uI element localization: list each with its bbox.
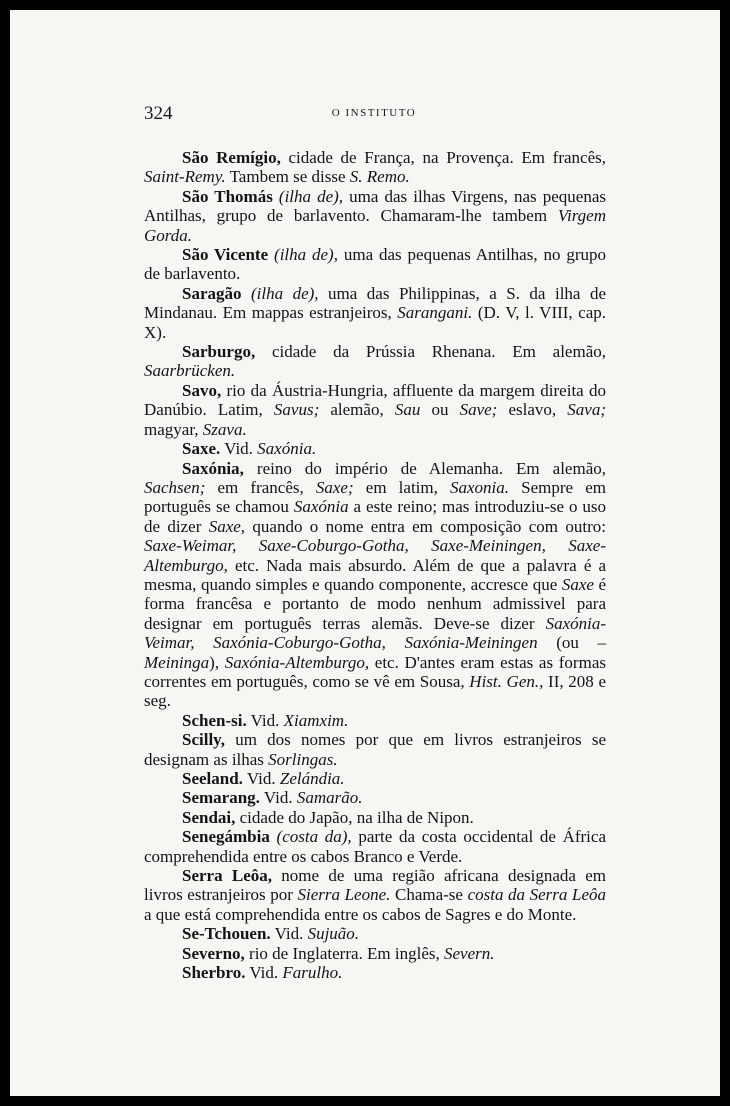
entry-text: (ou –	[537, 633, 606, 653]
entry-text: a este reino; mas introduziu-se o uso de dizer	[144, 497, 607, 536]
italic-text: Saxe	[561, 574, 594, 594]
page-header	[144, 103, 604, 129]
entry-text: Vid.	[259, 788, 297, 808]
entry-text: eslavo,	[497, 400, 568, 420]
italic-text: Sorlingas.	[268, 749, 338, 769]
entry-text: Sempre em português se chamou	[144, 477, 606, 517]
italic-text: Saxónia-Veimar, Saxónia-Coburgo-Gotha, Saxónia-Meiningen	[144, 613, 606, 653]
italic-text: Sarangani.	[397, 303, 473, 323]
entry-headword: Senegámbia	[182, 827, 270, 847]
entry-headword: Sendai,	[182, 807, 236, 827]
italic-text: Meininga	[144, 652, 210, 672]
entry-severno	[144, 944, 606, 963]
italic-text: Saxónia-Altemburgo,	[224, 652, 370, 672]
italic-text: S. Remo.	[349, 167, 410, 187]
entry-sao-thomas	[144, 187, 606, 245]
italic-text: Severn.	[444, 943, 495, 963]
entry-text: uma das ilhas Virgens, nas pequenas Antilhas, grupo de barlavento. Chamaram-lhe tambem	[144, 186, 606, 226]
entry-text: Tambem se disse	[225, 167, 350, 187]
entry-se-tchouen	[144, 924, 606, 943]
entry-text: magyar,	[144, 419, 203, 439]
entry-sendai	[144, 808, 606, 827]
italic-text: Szava.	[202, 419, 247, 439]
entry-headword: Schen-si.	[182, 710, 247, 730]
entry-schen-si	[144, 711, 606, 730]
entry-text: em latim,	[353, 477, 450, 497]
entry-headword: São Vicente	[182, 245, 269, 265]
entry-semarang	[144, 788, 606, 807]
entry-text: em francês,	[205, 477, 316, 497]
page-number: 324	[144, 103, 173, 124]
entry-headword: Saxónia,	[182, 458, 244, 478]
entry-saxonia	[144, 459, 606, 711]
entry-text: uma das Philippinas, a S. da ilha de Mindanau. Em mappas estranjeiros,	[144, 283, 606, 323]
entry-text: parte da costa occidental de África comprehendida entre os cabos Branco e Verde.	[144, 827, 606, 866]
entry-seeland	[144, 769, 606, 788]
entry-sarburgo	[144, 342, 606, 381]
italic-text: Saint-Remy.	[144, 167, 226, 187]
entry-headword: Saxe.	[182, 439, 221, 459]
entry-text: Vid.	[220, 439, 258, 459]
italic-text: Savus;	[273, 400, 320, 420]
entry-text: etc. Nada mais absurdo. Além de que a palavra é a mesma, quando simples e quando componente, accresce que	[144, 555, 606, 594]
entry-text: cidade de França, na Provença. Em francês,	[280, 148, 606, 167]
book-page	[10, 10, 720, 1096]
running-title: O INSTITUTO	[331, 107, 417, 119]
italic-text: Saxe-Weimar, Saxe-Coburgo-Gotha, Saxe-Meiningen, Saxe-Altemburgo,	[144, 536, 606, 575]
italic-text: costa da Serra Leôa	[467, 885, 606, 905]
entry-sherbro	[144, 963, 606, 982]
entry-headword: Savo,	[182, 380, 222, 400]
italic-text: (costa da),	[276, 827, 352, 847]
entry-text: alemão,	[319, 400, 395, 420]
italic-text: Saxónia	[293, 497, 349, 517]
entry-headword: Severno,	[182, 943, 245, 963]
entry-text: ),	[209, 652, 225, 672]
entry-headword: São Thomás	[182, 186, 273, 206]
entry-text	[242, 284, 252, 303]
entry-text: Chama-se	[390, 885, 468, 905]
entry-headword: Semarang.	[182, 788, 260, 808]
entry-text: II, 208 e seg.	[144, 671, 606, 711]
entry-saragao	[144, 284, 606, 342]
italic-text: Virgem Gorda.	[144, 206, 606, 245]
entry-text: ou	[420, 400, 460, 420]
entry-headword: Se-Tchouen.	[182, 924, 271, 944]
entry-sao-vicente	[144, 245, 606, 284]
entry-text	[270, 827, 277, 846]
italic-text: (ilha de),	[274, 245, 338, 265]
entry-sao-remigio	[144, 148, 606, 187]
entry-text: uma das pequenas Antilhas, no grupo de barlavento.	[144, 245, 606, 284]
entry-text: rio de Inglaterra. Em inglês,	[244, 943, 445, 963]
italic-text: Sujuão.	[307, 924, 360, 944]
entry-headword: Sarburgo,	[182, 342, 256, 362]
entry-text: Vid.	[246, 710, 284, 730]
italic-text: Sierra Leone.	[297, 885, 391, 905]
italic-text: Saxonia.	[450, 477, 510, 497]
entry-headword: São Remígio,	[182, 148, 281, 167]
entry-saxe	[144, 439, 606, 458]
entry-text: cidade da Prússia Rhenana. Em alemão,	[255, 342, 606, 362]
entry-text: quando o nome entra em composição com outro:	[245, 516, 606, 536]
entry-headword: Serra Leôa,	[182, 866, 273, 886]
italic-text: Sava;	[567, 400, 606, 420]
entry-savo	[144, 381, 606, 439]
entry-text: (D. V, l. VIII, cap. X).	[144, 303, 607, 342]
entry-text: rio da Áustria-Hungria, affluente da margem direita do Danúbio. Latim,	[144, 380, 606, 420]
entry-headword: Saragão	[182, 283, 242, 303]
italic-text: Samarão.	[296, 788, 363, 808]
entry-text: é forma francêsa e portanto de modo nenhum admissivel para designar em português terras alemãs. Deve-se dizer	[144, 574, 607, 633]
italic-text: Sau	[394, 400, 421, 420]
italic-text: Saxe,	[208, 516, 246, 536]
italic-text: (ilha de),	[278, 186, 344, 206]
italic-text: Save;	[459, 400, 498, 420]
italic-text: Saxe;	[315, 477, 354, 497]
entry-text: nome de uma região africana designada em livros estranjeiros por	[144, 866, 606, 905]
italic-text: Zelándia.	[279, 769, 345, 788]
entry-text: Vid.	[245, 963, 283, 983]
entry-text: cidade do Japão, na ilha de Nipon.	[235, 807, 474, 827]
entry-serra-leoa	[144, 866, 606, 924]
entry-senegambia	[144, 827, 606, 866]
italic-text: Hist. Gen.,	[469, 671, 544, 691]
italic-text: Sachsen;	[144, 477, 206, 497]
entry-text: a que está comprehendida entre os cabos de Sagres e do Monte.	[144, 904, 577, 924]
entry-text: Vid.	[270, 924, 308, 944]
entry-headword: Scilly,	[182, 730, 225, 750]
entry-headword: Seeland.	[182, 769, 243, 788]
italic-text: (ilha de),	[251, 283, 319, 303]
entry-scilly	[144, 730, 606, 769]
italic-text: Saxónia.	[257, 439, 317, 459]
entry-text: Vid.	[242, 769, 280, 788]
dictionary-entries	[144, 148, 606, 982]
italic-text: Saarbrücken.	[144, 361, 236, 381]
entry-headword: Sherbro.	[182, 963, 246, 983]
entry-text: reino do império de Alemanha. Em alemão,	[243, 458, 606, 478]
entry-text: etc. D'antes eram estas as formas correntes em português, como se vê em Sousa,	[144, 652, 606, 691]
italic-text: Xiamxim.	[283, 710, 349, 730]
italic-text: Farulho.	[282, 963, 343, 983]
entry-text: um dos nomes por que em livros estranjeiros se designam as ilhas	[144, 730, 606, 769]
